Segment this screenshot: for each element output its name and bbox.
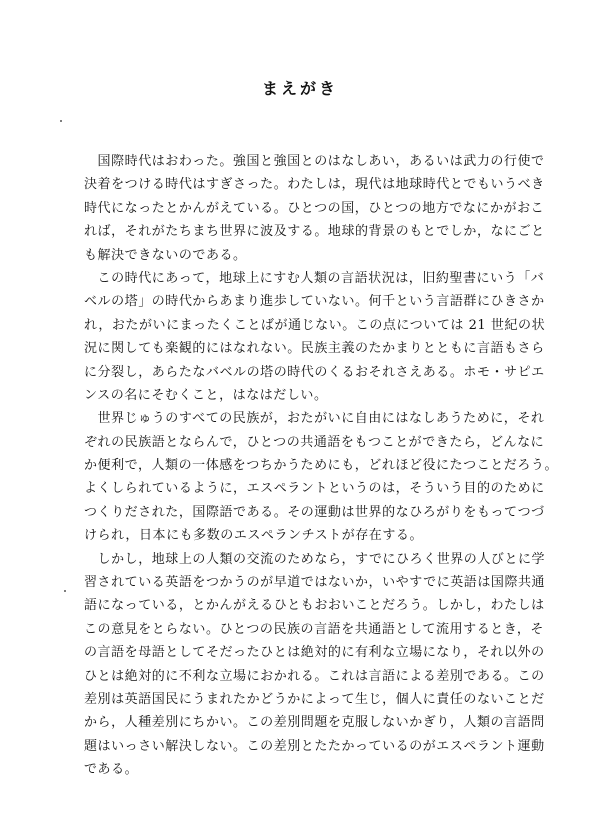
text-line: れば，それがたちまち世界に波及する。地球的背景のもとでしか，なにごと [84, 224, 545, 240]
text-line: 差別は英語国民にうまれたかどうかによって生じ，個人に責任のないことだ [84, 691, 545, 707]
text-line: 題はいっさい解決しない。この差別とたたかっているのがエスペラント運動 [84, 738, 545, 754]
text-line: も解決できないのである。 [84, 247, 247, 263]
text-line: 決着をつける時代はすぎさった。わたしは，現代は地球時代とでもいうべき [84, 177, 545, 193]
text-line: から，人種差別にちかい。この差別問題を克服しないかぎり，人類の言語問 [84, 715, 545, 731]
text-line: ンスの名にそむくこと，はなはだしい。 [84, 387, 328, 403]
body-text [84, 150, 558, 782]
scan-speck [60, 120, 62, 122]
text-line: か便利で，人類の一体感をつちかうためにも，どれほど役にたつことだろう。 [84, 458, 558, 474]
text-line: 国際時代はおわった。強国と強国とのはなしあい，あるいは武力の行使で [84, 154, 545, 169]
text-line: この時代にあって，地球上にすむ人類の言語状況は，旧約聖書にいう「バ [84, 270, 545, 286]
text-line: ベルの塔」の時代からあまり進歩していない。何千という言語群にひきさか [84, 294, 545, 310]
text-line: の言語を母語としてそだったひとは絶対的に有利な立場になり，それ以外の [84, 645, 545, 661]
page-title: まえがき [261, 79, 338, 98]
text-line: ひとは絶対的に不利な立場におかれる。これは言語による差別である。この [84, 668, 545, 684]
text-line: 況に関しても楽観的にはなれない。民族主義のたかまりとともに言語もさら [84, 341, 545, 357]
text-line: つくりだされた，国際語である。その運動は世界的なひろがりをもってつづ [84, 504, 545, 520]
scan-speck [64, 590, 66, 592]
text-line: に分裂し，あらたなバベルの塔の時代のくるおそれさえある。ホモ・サピエ [84, 364, 545, 380]
text-line: 時代になったとかんがえている。ひとつの国，ひとつの地方でなにかがおこ [84, 200, 545, 216]
text-line: れ，おたがいにまったくことばが通じない。この点については 21 世紀の状 [84, 317, 546, 333]
text-line: 世界じゅうのすべての民族が，おたがいに自由にはなしあうために，それ [84, 411, 545, 427]
text-line: である。 [84, 762, 139, 778]
text-line: 習されている英語をつかうのが早道ではないか，いやすでに英語は国際共通 [84, 575, 546, 591]
text-line: この意見をとらない。ひとつの民族の言語を共通語として流用するとき，そ [84, 621, 544, 637]
text-line: ぞれの民族語とならんで，ひとつの共通語をもつことができたら，どんなに [84, 434, 545, 450]
text-line: 語になっている，とかんがえるひともおおいことだろう。しかし，わたしは [84, 598, 545, 614]
text-line: しかし，地球上の人類の交流のためなら，すでにひろく世界の人びとに学 [84, 551, 546, 567]
text-line: よくしられているように，エスペラントというのは，そういう目的のために [84, 481, 545, 497]
text-line: けられ，日本にも多数のエスペランチストが存在する。 [84, 528, 424, 544]
